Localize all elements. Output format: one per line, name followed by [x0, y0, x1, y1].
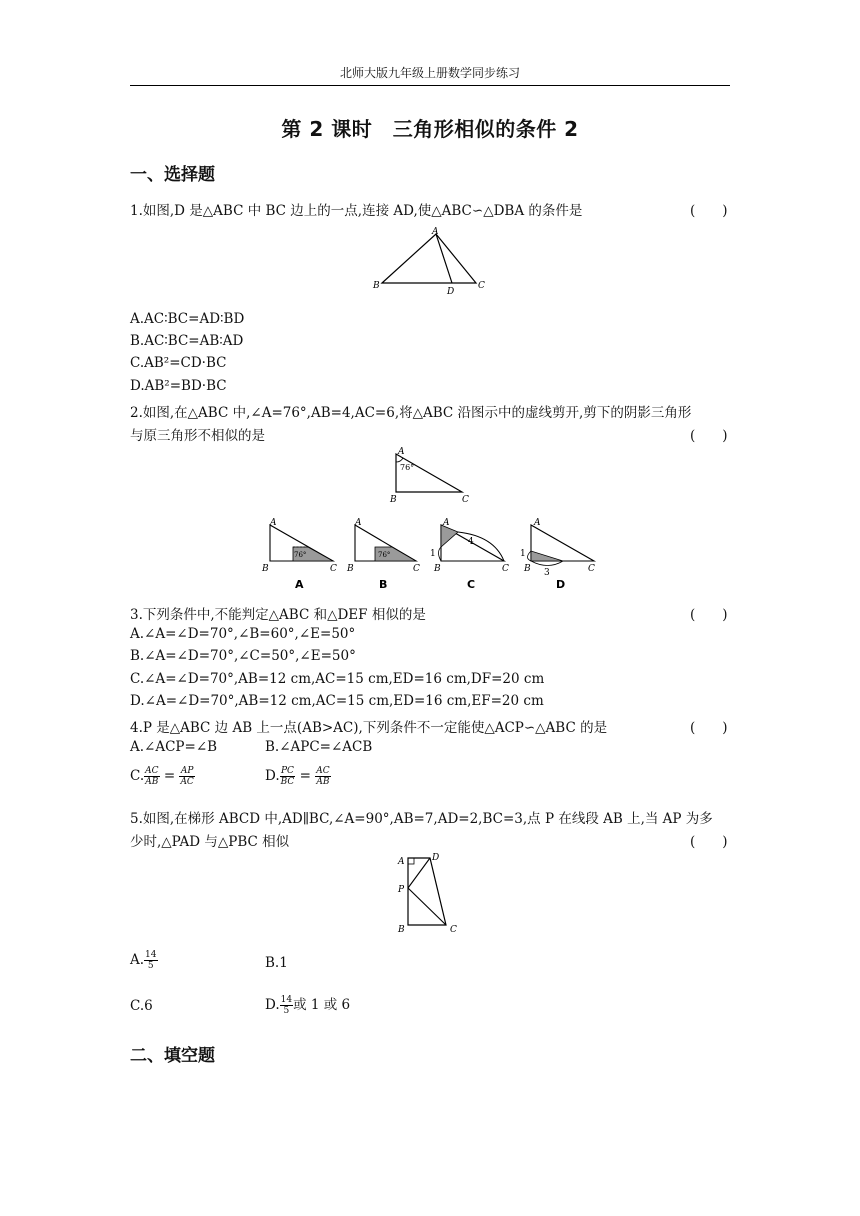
q4-option-b: B.∠APC=∠ACB: [265, 739, 373, 755]
q3-option-b: B.∠A=∠D=70°,∠C=50°,∠E=50°: [130, 648, 356, 664]
q1-fig-label-b: B: [373, 281, 380, 291]
q2-option-c-letter: C: [467, 578, 476, 591]
q5-stem-line2: 少时,△PAD 与△PBC 相似: [130, 834, 290, 850]
svg-text:3: 3: [544, 568, 550, 578]
q2-main-label-a: A: [398, 447, 405, 457]
q1-fig-label-a: A: [432, 227, 439, 237]
q1-option-b: B.AC∶BC=AB∶AD: [130, 333, 244, 349]
q4-c-frac1: $\frac{AC}{AB}$: [145, 766, 159, 787]
q2-option-d-letter: D: [556, 578, 566, 591]
q5-answer-paren: ( ): [690, 834, 728, 850]
q5-d-frac: $\frac{14}{5}$: [280, 995, 293, 1016]
q1-fig-label-c: C: [478, 281, 485, 291]
q5-option-d: D. $\frac{14}{5}$ 或 1 或 6: [265, 995, 351, 1016]
svg-text:A: A: [534, 518, 541, 528]
header-rule: [130, 85, 730, 86]
svg-text:A: A: [443, 518, 450, 528]
q5-fig-label-b: B: [398, 925, 405, 935]
q3-option-c: C.∠A=∠D=70°,AB=12 cm,AC=15 cm,ED=16 cm,DF=20 cm: [130, 671, 545, 687]
q1-option-d: D.AB²=BD·BC: [130, 378, 227, 394]
q3-answer-paren: ( ): [690, 607, 728, 623]
q2-main-label-angle: 76°: [400, 463, 415, 472]
svg-text:B: B: [524, 564, 531, 574]
q4-option-a: A.∠ACP=∠B: [130, 739, 218, 755]
q5-fig-label-c: C: [450, 925, 457, 935]
q2-stem-line1: 2.如图,在△ABC 中,∠A=76°,AB=4,AC=6,将△ABC 沿图示中的虚线剪开,剪下的阴影三角形: [130, 405, 692, 421]
q2-option-b-letter: B: [379, 578, 388, 591]
q4-c-frac2: $\frac{AP}{AC}$: [180, 766, 194, 787]
svg-text:C: C: [413, 564, 420, 574]
svg-text:76°: 76°: [294, 551, 307, 559]
q5-fig-label-a: A: [398, 857, 405, 867]
q2-main-figure: [388, 446, 478, 506]
q3-stem: 3.下列条件中,不能判定△ABC 和△DEF 相似的是: [130, 607, 426, 623]
q5-option-a: A. $\frac{14}{5}$: [130, 950, 157, 971]
q5-option-c: C.6: [130, 998, 153, 1014]
svg-text:B: B: [347, 564, 354, 574]
svg-text:A: A: [270, 518, 277, 528]
q2-answer-paren: ( ): [690, 428, 728, 444]
q1-stem: 1.如图,D 是△ABC 中 BC 边上的一点,连接 AD,使△ABC∽△DBA 的条件是: [130, 203, 583, 219]
q1-figure: [370, 226, 490, 298]
svg-text:76°: 76°: [378, 551, 391, 559]
q2-option-a-letter: A: [295, 578, 304, 591]
q2-main-label-c: C: [462, 495, 469, 505]
svg-text:C: C: [502, 564, 509, 574]
q4-stem: 4.P 是△ABC 边 AB 上一点(AB>AC),下列条件不一定能使△ACP∽△ABC 的是: [130, 720, 608, 736]
q5-option-b: B.1: [265, 955, 288, 971]
q1-fig-label-d: D: [447, 287, 455, 297]
page-header: 北师大版九年级上册数学同步练习: [339, 66, 520, 80]
q5-figure: [394, 850, 466, 936]
svg-text:1: 1: [430, 549, 436, 559]
q2-option-d-figure: [520, 518, 595, 591]
svg-text:B: B: [262, 564, 269, 574]
q1-option-a: A.AC∶BC=AD∶BD: [130, 311, 245, 327]
q4-d-frac2: $\frac{AC}{AB}$: [316, 766, 330, 787]
q5-fig-label-p: P: [398, 885, 405, 895]
q4-d-frac1: $\frac{PC}{BC}$: [280, 766, 295, 787]
section-fill-heading: 二、填空题: [130, 1046, 215, 1066]
q2-options-figure: [258, 514, 603, 592]
section-choice-heading: 一、选择题: [130, 165, 215, 185]
q1-answer-paren: ( ): [690, 203, 728, 219]
svg-text:C: C: [330, 564, 337, 574]
svg-text:C: C: [588, 564, 595, 574]
q2-option-b-figure: [346, 518, 420, 591]
q5-a-frac: $\frac{14}{5}$: [145, 950, 157, 971]
q1-option-c: C.AB²=CD·BC: [130, 355, 227, 371]
svg-text:A: A: [355, 518, 362, 528]
svg-text:4: 4: [468, 537, 474, 547]
q5-stem-line1: 5.如图,在梯形 ABCD 中,AD∥BC,∠A=90°,AB=7,AD=2,BC=3,点 P 在线段 AB 上,当 AP 为多: [130, 811, 713, 827]
q4-option-d: D. $\frac{PC}{BC}$ = $\frac{AC}{AB}$: [265, 766, 330, 787]
q3-option-a: A.∠A=∠D=70°,∠B=60°,∠E=50°: [130, 626, 356, 642]
page-title: 第 2 课时 三角形相似的条件 2: [281, 117, 579, 141]
q2-option-a-figure: [261, 518, 337, 591]
q4-option-c: C. $\frac{AC}{AB}$ = $\frac{AP}{AC}$: [130, 766, 194, 787]
q3-option-d: D.∠A=∠D=70°,AB=12 cm,AC=15 cm,ED=16 cm,EF=20 cm: [130, 693, 544, 709]
svg-text:B: B: [434, 564, 441, 574]
q4-answer-paren: ( ): [690, 720, 728, 736]
q2-option-c-figure: [430, 518, 509, 591]
q5-fig-label-d: D: [432, 853, 440, 863]
svg-text:1: 1: [520, 549, 526, 559]
q2-main-label-b: B: [390, 495, 397, 505]
q2-stem-line2: 与原三角形不相似的是: [130, 428, 265, 444]
